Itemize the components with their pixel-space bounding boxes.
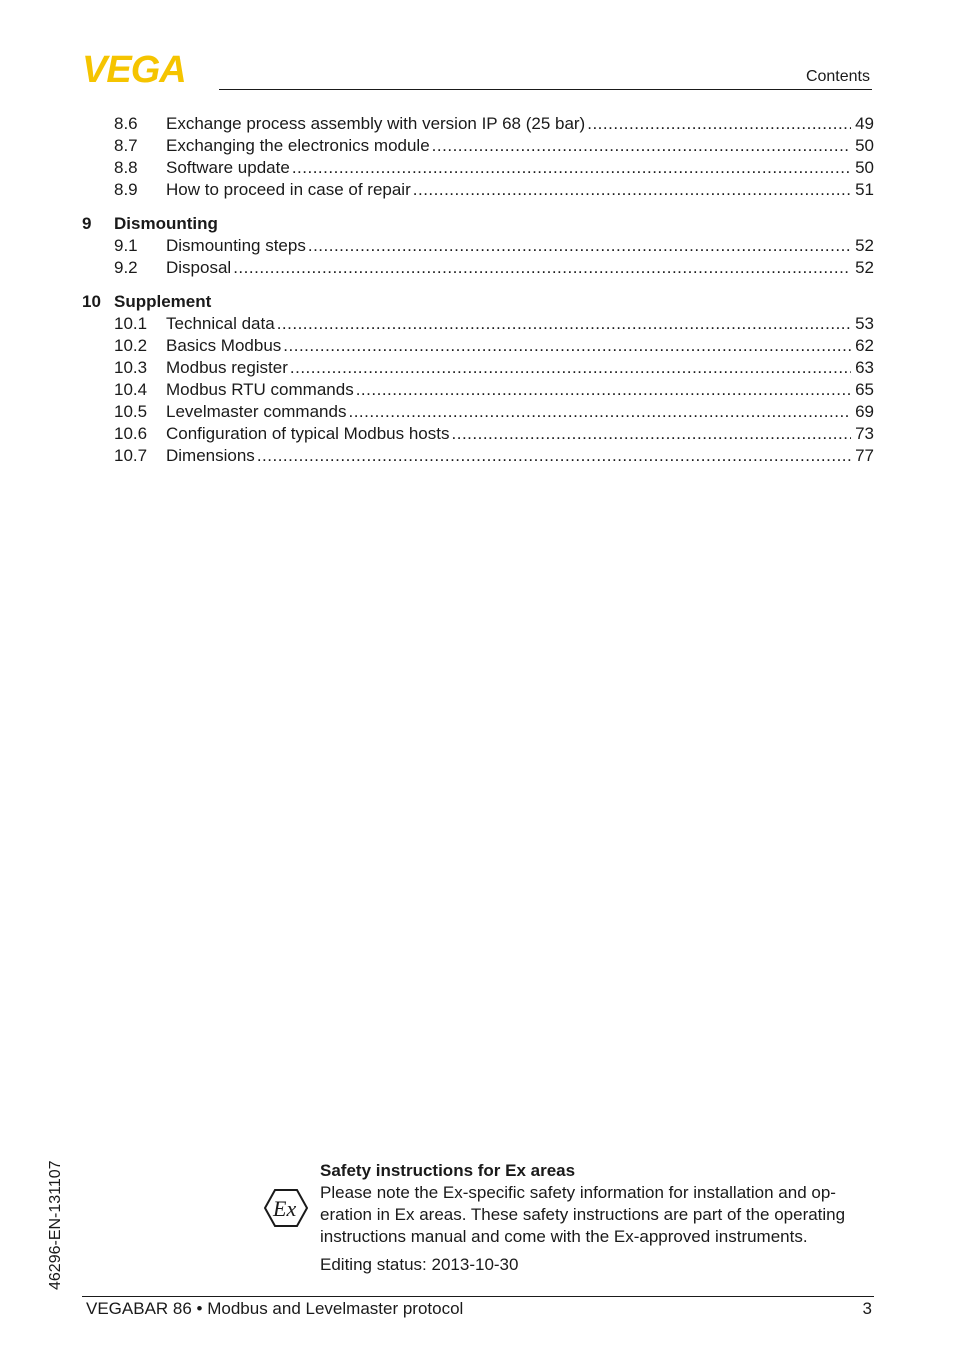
toc-entry[interactable]: [82, 257, 874, 279]
editing-status: Editing status: 2013-10-30: [320, 1255, 519, 1274]
safety-title: Safety instructions for Ex areas: [320, 1161, 576, 1180]
toc-entry-page: 50: [855, 136, 874, 155]
toc-entry-title: How to proceed in case of repair: [166, 180, 411, 199]
toc-entry[interactable]: [82, 157, 874, 179]
toc-entry-page: 52: [855, 258, 874, 277]
toc-entry[interactable]: [82, 113, 874, 135]
vega-logo-text: VEGA: [82, 52, 186, 84]
toc-section-number: 10: [82, 292, 101, 311]
table-of-contents: [82, 113, 874, 478]
vega-logo: [82, 52, 212, 84]
document-code: 46296-EN-131107: [47, 1160, 64, 1290]
toc-entry-page: 51: [855, 180, 874, 199]
toc-entry-title: Configuration of typical Modbus hosts: [166, 424, 450, 443]
svg-text:Ex: Ex: [273, 1196, 297, 1221]
toc-section-number: 9: [82, 214, 92, 233]
toc-entry-title: Disposal: [166, 258, 232, 277]
toc-entry-title: Dimensions: [166, 446, 255, 465]
toc-section-heading[interactable]: [82, 212, 874, 235]
toc-dot-leader: [452, 423, 852, 445]
toc-entry-title: Modbus register: [166, 358, 288, 377]
header-section-label: Contents: [805, 68, 870, 85]
toc-entry[interactable]: [82, 335, 874, 357]
toc-entry-number: 10.3: [114, 358, 148, 377]
toc-entry-number: 10.2: [114, 336, 148, 355]
footer-page-number: 3: [862, 1299, 872, 1318]
toc-entry-page: 63: [855, 358, 874, 377]
toc-entry-page: 53: [855, 314, 874, 333]
toc-entry[interactable]: [82, 135, 874, 157]
toc-entry-title: Basics Modbus: [166, 336, 282, 355]
toc-section-heading[interactable]: [82, 290, 874, 313]
toc-entry-number: 10.6: [114, 424, 148, 443]
toc-entry-title: Exchange process assembly with version IP 68 (25 bar): [166, 114, 586, 133]
toc-entry-number: 10.7: [114, 446, 148, 465]
toc-dot-leader: [356, 379, 851, 401]
toc-entry[interactable]: [82, 423, 874, 445]
toc-entry-number: 8.9: [114, 180, 138, 199]
toc-entry-page: 62: [855, 336, 874, 355]
toc-entry-number: 9.2: [114, 258, 138, 277]
toc-entry[interactable]: [82, 313, 874, 335]
toc-dot-leader: [348, 401, 851, 423]
toc-entry-number: 8.8: [114, 158, 138, 177]
toc-dot-leader: [283, 335, 851, 357]
toc-section-title: Dismounting: [114, 214, 218, 233]
toc-entry-number: 10.5: [114, 402, 148, 421]
toc-entry[interactable]: [82, 379, 874, 401]
ex-hexagon-icon: [264, 1188, 308, 1228]
toc-entry-title: Modbus RTU commands: [166, 380, 354, 399]
toc-entry[interactable]: [82, 445, 874, 467]
toc-entry-title: Technical data: [166, 314, 275, 333]
toc-section: [82, 212, 874, 279]
toc-dot-leader: [277, 313, 851, 335]
toc-entry-number: 10.4: [114, 380, 148, 399]
toc-entry-number: 8.6: [114, 114, 138, 133]
toc-entry-page: 65: [855, 380, 874, 399]
toc-entry-page: 73: [855, 424, 874, 443]
toc-dot-leader: [413, 179, 851, 201]
toc-entry[interactable]: [82, 401, 874, 423]
toc-dot-leader: [587, 113, 851, 135]
toc-entry-number: 9.1: [114, 236, 138, 255]
toc-entry-title: Levelmaster commands: [166, 402, 347, 421]
toc-entry[interactable]: [82, 357, 874, 379]
header-rule: [219, 89, 872, 90]
footer-document-title: VEGABAR 86 • Modbus and Levelmaster protocol: [86, 1299, 464, 1318]
toc-dot-leader: [290, 357, 851, 379]
toc-entry-number: 8.7: [114, 136, 138, 155]
safety-body: Please note the Ex-specific safety information for installation and op- eration in Ex areas. These safety instructions are part of the operating instructions manual and come with the Ex-approved instruments.: [320, 1183, 846, 1246]
toc-entry[interactable]: [82, 235, 874, 257]
toc-dot-leader: [292, 157, 851, 179]
toc-section-title: Supplement: [114, 292, 212, 311]
toc-section: [82, 290, 874, 467]
toc-entry-title: Dismounting steps: [166, 236, 306, 255]
toc-entry-title: Software update: [166, 158, 290, 177]
toc-dot-leader: [432, 135, 851, 157]
toc-entry-page: 50: [855, 158, 874, 177]
toc-entry-page: 77: [855, 446, 874, 465]
toc-section-continued: [82, 113, 874, 201]
safety-notice: [320, 1160, 876, 1276]
toc-entry-page: 69: [855, 402, 874, 421]
footer-rule: [82, 1296, 874, 1297]
toc-entry[interactable]: [82, 179, 874, 201]
toc-entry-number: 10.1: [114, 314, 148, 333]
toc-dot-leader: [257, 445, 851, 467]
toc-entry-page: 52: [855, 236, 874, 255]
toc-entry-title: Exchanging the electronics module: [166, 136, 430, 155]
toc-entry-page: 49: [855, 114, 874, 133]
toc-dot-leader: [233, 257, 851, 279]
toc-dot-leader: [308, 235, 851, 257]
